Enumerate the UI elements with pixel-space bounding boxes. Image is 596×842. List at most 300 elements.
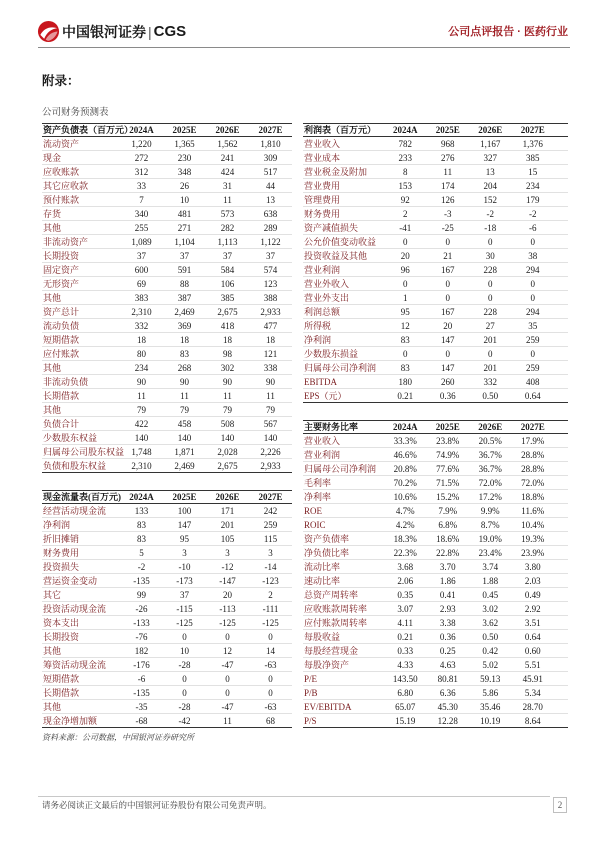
cell-value: 3.68 bbox=[397, 561, 414, 572]
table-row bbox=[42, 305, 292, 319]
cell-value: 11 bbox=[266, 390, 275, 401]
cell-value: 11 bbox=[180, 390, 189, 401]
cell-value: 294 bbox=[526, 264, 540, 275]
cell-value: 0.21 bbox=[397, 631, 414, 642]
cell-value: 115 bbox=[263, 533, 278, 544]
cell-value: -25 bbox=[441, 222, 454, 233]
cell-value: -68 bbox=[135, 715, 148, 726]
cell-value: 20.8% bbox=[393, 463, 417, 474]
row-label: ROE bbox=[304, 505, 322, 516]
cell-value: 276 bbox=[441, 152, 455, 163]
cell-value: 2,028 bbox=[217, 446, 238, 457]
cell-value: 204 bbox=[483, 180, 497, 191]
cell-value: 233 bbox=[398, 152, 412, 163]
row-label: EBITDA bbox=[304, 376, 337, 387]
cell-value: 9.9% bbox=[480, 505, 500, 516]
cell-value: 0 bbox=[445, 292, 450, 303]
year-header: 2024A bbox=[393, 422, 418, 432]
table-row bbox=[42, 207, 292, 221]
cell-value: 147 bbox=[441, 362, 455, 373]
cell-value: 10.4% bbox=[521, 519, 545, 530]
cell-value: -18 bbox=[484, 222, 497, 233]
cell-value: 5.34 bbox=[524, 687, 541, 698]
cell-value: -6 bbox=[529, 222, 537, 233]
cell-value: 259 bbox=[526, 362, 540, 373]
logo-english-name: CGS bbox=[153, 23, 187, 40]
cell-value: 0 bbox=[182, 673, 187, 684]
cell-value: 90 bbox=[137, 376, 146, 387]
row-label: EPS（元） bbox=[304, 390, 347, 401]
row-label: 总资产周转率 bbox=[304, 589, 359, 600]
cell-value: -2 bbox=[486, 208, 494, 219]
header-divider bbox=[38, 47, 570, 48]
table-row bbox=[303, 518, 568, 532]
table-row bbox=[303, 389, 568, 403]
cell-value: 12 bbox=[400, 320, 410, 331]
cell-value: 1.88 bbox=[482, 575, 499, 586]
row-label: 营业外支出 bbox=[304, 292, 350, 303]
cell-value: 180 bbox=[398, 376, 412, 387]
cell-value: 140 bbox=[134, 432, 149, 443]
row-label: 财务费用 bbox=[304, 208, 341, 219]
cell-value: 2 bbox=[268, 589, 273, 600]
cell-value: 17.2% bbox=[478, 491, 502, 502]
cell-value: 0.25 bbox=[439, 645, 456, 656]
cell-value: 30 bbox=[485, 250, 495, 261]
table-row bbox=[303, 672, 568, 686]
table-row bbox=[303, 686, 568, 700]
cell-value: 0.49 bbox=[524, 589, 541, 600]
cell-value: 12.28 bbox=[437, 715, 458, 726]
table-row bbox=[42, 616, 292, 630]
page-number: 2 bbox=[553, 797, 567, 813]
cell-value: 96 bbox=[400, 264, 410, 275]
year-header: 2025E bbox=[172, 125, 197, 135]
cell-value: 234 bbox=[526, 180, 540, 191]
table-row bbox=[42, 165, 292, 179]
cell-value: 338 bbox=[263, 362, 278, 373]
row-label: 流动资产 bbox=[43, 138, 80, 149]
year-header: 2027E bbox=[258, 492, 283, 502]
table-row bbox=[42, 375, 292, 389]
cell-value: 14 bbox=[266, 645, 275, 656]
cell-value: 584 bbox=[220, 264, 235, 275]
cell-value: 2.03 bbox=[524, 575, 541, 586]
cell-value: -76 bbox=[135, 631, 148, 642]
row-label: 财务费用 bbox=[43, 547, 80, 558]
cell-value: 1,748 bbox=[131, 446, 152, 457]
cell-value: 38 bbox=[528, 250, 538, 261]
cell-value: 508 bbox=[220, 418, 235, 429]
cell-value: -173 bbox=[176, 575, 193, 586]
table-row bbox=[42, 504, 292, 518]
cell-value: 0 bbox=[445, 348, 450, 359]
cell-value: 77.6% bbox=[436, 463, 460, 474]
table-row bbox=[303, 137, 568, 151]
cell-value: -63 bbox=[264, 659, 277, 670]
row-label: 长期借款 bbox=[43, 687, 80, 698]
table-row bbox=[303, 476, 568, 490]
cell-value: 408 bbox=[526, 376, 540, 387]
cell-value: 385 bbox=[220, 292, 235, 303]
table-row bbox=[303, 714, 568, 728]
cell-value: 0 bbox=[182, 687, 187, 698]
cell-value: 5.86 bbox=[482, 687, 499, 698]
cell-value: 45.91 bbox=[522, 673, 543, 684]
cell-value: 11 bbox=[223, 194, 232, 205]
cell-value: -41 bbox=[399, 222, 412, 233]
table-row bbox=[303, 249, 568, 263]
table-row bbox=[303, 221, 568, 235]
row-label: 营业利润 bbox=[304, 264, 341, 275]
table-row bbox=[42, 459, 292, 473]
cell-value: 5.02 bbox=[482, 659, 499, 670]
cell-value: 152 bbox=[483, 194, 497, 205]
row-label: 长期投资 bbox=[43, 250, 80, 261]
cell-value: 0 bbox=[268, 687, 273, 698]
cell-value: -42 bbox=[178, 715, 191, 726]
table-row bbox=[303, 277, 568, 291]
cell-value: -135 bbox=[133, 687, 150, 698]
cell-value: 0.36 bbox=[439, 390, 456, 401]
cell-value: 309 bbox=[263, 152, 278, 163]
row-label: 应付账款周转率 bbox=[304, 617, 368, 628]
row-label: 归属母公司股东权益 bbox=[43, 446, 125, 457]
table-row bbox=[42, 658, 292, 672]
cell-value: 74.9% bbox=[436, 449, 460, 460]
cell-value: -176 bbox=[133, 659, 150, 670]
data-source-note: 资料来源：公司数据，中国银河证券研究所 bbox=[42, 733, 194, 742]
cell-value: 11.6% bbox=[521, 505, 545, 516]
cgs-logo-icon bbox=[37, 20, 60, 43]
cell-value: 36.7% bbox=[478, 449, 502, 460]
row-label: 短期借款 bbox=[43, 673, 80, 684]
table-row bbox=[303, 630, 568, 644]
cell-value: 20 bbox=[400, 250, 410, 261]
cell-value: 481 bbox=[177, 208, 192, 219]
table-row bbox=[42, 221, 292, 235]
table-row bbox=[42, 714, 292, 728]
cell-value: 19.0% bbox=[478, 533, 502, 544]
table-row bbox=[42, 347, 292, 361]
row-label: 投资收益及其他 bbox=[304, 250, 368, 261]
row-label: 速动比率 bbox=[304, 575, 341, 586]
cell-value: 0 bbox=[445, 278, 450, 289]
table-row bbox=[303, 347, 568, 361]
table-title: 现金流量表(百万元) bbox=[43, 492, 121, 502]
footer-disclaimer: 请务必阅读正文最后的中国银河证券股份有限公司免责声明。 bbox=[42, 800, 272, 810]
cell-value: 230 bbox=[177, 152, 192, 163]
cell-value: 517 bbox=[263, 166, 278, 177]
row-label: 固定资产 bbox=[43, 264, 80, 275]
cell-value: -147 bbox=[219, 575, 236, 586]
table-row bbox=[42, 602, 292, 616]
cell-value: 6.36 bbox=[439, 687, 456, 698]
row-label: 长期投资 bbox=[43, 631, 80, 642]
cell-value: 83 bbox=[400, 334, 410, 345]
cell-value: 385 bbox=[526, 152, 540, 163]
cell-value: 23.9% bbox=[521, 547, 545, 558]
row-label: 营运资金变动 bbox=[43, 575, 98, 586]
cell-value: 3.74 bbox=[482, 561, 499, 572]
cell-value: 11 bbox=[137, 390, 146, 401]
row-label: 净利率 bbox=[304, 491, 332, 502]
cell-value: 33 bbox=[137, 180, 146, 191]
cell-value: 2,675 bbox=[217, 460, 238, 471]
cell-value: 2,675 bbox=[217, 306, 238, 317]
cell-value: 11 bbox=[443, 166, 453, 177]
row-label: 预付账款 bbox=[43, 194, 80, 205]
table-header-row bbox=[42, 123, 292, 137]
cell-value: 458 bbox=[177, 418, 192, 429]
cell-value: 312 bbox=[134, 166, 149, 177]
cell-value: 0.42 bbox=[482, 645, 499, 656]
table-row bbox=[42, 193, 292, 207]
row-label: 资产负债率 bbox=[304, 533, 350, 544]
cash-flow-table bbox=[42, 490, 292, 728]
cell-value: 0 bbox=[403, 278, 408, 289]
cell-value: 105 bbox=[220, 533, 235, 544]
cell-value: 8 bbox=[403, 166, 408, 177]
row-label: 其他 bbox=[43, 292, 62, 303]
cell-value: -35 bbox=[135, 701, 148, 712]
year-header: 2026E bbox=[215, 125, 240, 135]
row-label: 其他 bbox=[43, 645, 62, 656]
cell-value: 2.92 bbox=[524, 603, 541, 614]
row-label: 利润总额 bbox=[304, 306, 341, 317]
cell-value: 242 bbox=[263, 505, 278, 516]
cell-value: -2 bbox=[137, 561, 146, 572]
cell-value: 79 bbox=[180, 404, 189, 415]
row-label: 其他 bbox=[43, 222, 62, 233]
table-row bbox=[303, 193, 568, 207]
cell-value: 11 bbox=[223, 715, 232, 726]
cell-value: 282 bbox=[220, 222, 235, 233]
cell-value: 140 bbox=[263, 432, 278, 443]
cell-value: 71.5% bbox=[436, 477, 460, 488]
cell-value: 72.0% bbox=[521, 477, 545, 488]
cell-value: 0 bbox=[488, 292, 493, 303]
cell-value: 140 bbox=[220, 432, 235, 443]
cell-value: 8.64 bbox=[524, 715, 541, 726]
cell-value: 0 bbox=[268, 631, 273, 642]
cell-value: 22.8% bbox=[436, 547, 460, 558]
cell-value: 140 bbox=[177, 432, 192, 443]
cell-value: 2,310 bbox=[131, 460, 152, 471]
table-row bbox=[42, 560, 292, 574]
row-label: 资产减值损失 bbox=[304, 222, 359, 233]
balance-sheet-table bbox=[42, 123, 292, 473]
row-label: 营业收入 bbox=[304, 138, 341, 149]
cell-value: 10 bbox=[180, 645, 189, 656]
cell-value: 37 bbox=[137, 250, 146, 261]
table-title: 主要财务比率 bbox=[304, 422, 359, 432]
cell-value: -111 bbox=[262, 603, 279, 614]
row-label: 非流动负债 bbox=[43, 376, 89, 387]
row-label: 每股收益 bbox=[304, 631, 341, 642]
table-header-row bbox=[303, 420, 568, 434]
cell-value: 179 bbox=[526, 194, 540, 205]
table-row bbox=[42, 235, 292, 249]
table-row bbox=[303, 263, 568, 277]
table-row bbox=[303, 434, 568, 448]
cell-value: 0.50 bbox=[482, 631, 499, 642]
table-row bbox=[303, 504, 568, 518]
cell-value: 302 bbox=[220, 362, 235, 373]
cell-value: 424 bbox=[220, 166, 235, 177]
cell-value: 574 bbox=[263, 264, 278, 275]
cell-value: 332 bbox=[483, 376, 497, 387]
row-label: 净利润 bbox=[304, 334, 332, 345]
table-row bbox=[42, 137, 292, 151]
cell-value: -115 bbox=[176, 603, 193, 614]
table-row bbox=[42, 263, 292, 277]
brand-logo bbox=[62, 23, 186, 41]
cell-value: 2,469 bbox=[174, 460, 195, 471]
cell-value: 174 bbox=[441, 180, 455, 191]
cell-value: 387 bbox=[177, 292, 192, 303]
cell-value: 201 bbox=[483, 362, 497, 373]
cell-value: -47 bbox=[221, 659, 234, 670]
cell-value: 92 bbox=[400, 194, 410, 205]
table-row bbox=[303, 532, 568, 546]
cell-value: -113 bbox=[219, 603, 236, 614]
row-label: 少数股东权益 bbox=[43, 432, 98, 443]
row-label: 资产总计 bbox=[43, 306, 80, 317]
report-type-label: 公司点评报告 · 医药行业 bbox=[448, 26, 568, 38]
cell-value: 782 bbox=[398, 138, 412, 149]
row-label: 短期借款 bbox=[43, 334, 80, 345]
cell-value: 0 bbox=[225, 673, 230, 684]
cell-value: 69 bbox=[137, 278, 146, 289]
cell-value: 327 bbox=[483, 152, 497, 163]
cell-value: 0.64 bbox=[524, 631, 541, 642]
cell-value: 17.9% bbox=[521, 435, 545, 446]
cell-value: -135 bbox=[133, 575, 150, 586]
cell-value: 143.50 bbox=[392, 673, 418, 684]
row-label: P/B bbox=[304, 687, 318, 698]
cell-value: 4.7% bbox=[395, 505, 415, 516]
row-label: 营业利润 bbox=[304, 449, 341, 460]
year-header: 2027E bbox=[520, 422, 545, 432]
cell-value: 8.7% bbox=[480, 519, 500, 530]
table-row bbox=[303, 588, 568, 602]
table-row bbox=[303, 235, 568, 249]
cell-value: 1,871 bbox=[174, 446, 195, 457]
cell-value: 638 bbox=[263, 208, 278, 219]
table-row bbox=[303, 151, 568, 165]
year-header: 2025E bbox=[435, 125, 460, 135]
cell-value: 259 bbox=[263, 519, 278, 530]
cell-value: -12 bbox=[221, 561, 234, 572]
cell-value: 0 bbox=[225, 687, 230, 698]
cell-value: 6.80 bbox=[397, 687, 414, 698]
row-label: 净利润 bbox=[43, 519, 71, 530]
row-label: 营业外收入 bbox=[304, 278, 350, 289]
cell-value: 171 bbox=[220, 505, 235, 516]
row-label: 营业成本 bbox=[304, 152, 341, 163]
row-label: 营业税金及附加 bbox=[304, 166, 368, 177]
table-row bbox=[303, 375, 568, 389]
table-title: 利润表（百万元） bbox=[304, 125, 377, 135]
year-header: 2024A bbox=[129, 125, 154, 135]
cell-value: 272 bbox=[134, 152, 149, 163]
logo-chinese-name: 中国银河证券 bbox=[62, 24, 146, 40]
table-row bbox=[303, 644, 568, 658]
cell-value: 22.3% bbox=[393, 547, 417, 558]
table-row bbox=[303, 616, 568, 630]
cell-value: 20 bbox=[223, 589, 232, 600]
cell-value: 2 bbox=[403, 208, 408, 219]
table-row bbox=[303, 305, 568, 319]
table-row bbox=[303, 546, 568, 560]
row-label: 负债和股东权益 bbox=[43, 460, 107, 471]
cell-value: 18 bbox=[180, 334, 189, 345]
cell-value: 0 bbox=[530, 292, 535, 303]
cell-value: 0.50 bbox=[482, 390, 499, 401]
cell-value: 0 bbox=[530, 236, 535, 247]
cell-value: 36.7% bbox=[478, 463, 502, 474]
table-row bbox=[42, 249, 292, 263]
cell-value: 241 bbox=[220, 152, 235, 163]
cell-value: 28.70 bbox=[522, 701, 543, 712]
cell-value: 18.3% bbox=[393, 533, 417, 544]
row-label: 流动负债 bbox=[43, 320, 80, 331]
cell-value: 18 bbox=[223, 334, 232, 345]
table-row bbox=[42, 630, 292, 644]
cell-value: 348 bbox=[177, 166, 192, 177]
cell-value: 3 bbox=[182, 547, 187, 558]
table-row bbox=[303, 490, 568, 504]
table-row bbox=[303, 165, 568, 179]
cell-value: 2.93 bbox=[439, 603, 456, 614]
cell-value: 18 bbox=[266, 334, 275, 345]
cell-value: 98 bbox=[223, 348, 232, 359]
row-label: 其他 bbox=[43, 362, 62, 373]
cell-value: 13 bbox=[266, 194, 275, 205]
table-row bbox=[42, 686, 292, 700]
row-label: 资本支出 bbox=[43, 617, 80, 628]
cell-value: 1,113 bbox=[217, 236, 238, 247]
table-row bbox=[303, 700, 568, 714]
row-label: 长期借款 bbox=[43, 390, 80, 401]
table-row bbox=[42, 532, 292, 546]
cell-value: 83 bbox=[180, 348, 189, 359]
cell-value: 294 bbox=[526, 306, 540, 317]
cell-value: 2,226 bbox=[260, 446, 281, 457]
cell-value: 0 bbox=[445, 236, 450, 247]
row-label: 营业收入 bbox=[304, 435, 341, 446]
cell-value: 27 bbox=[485, 320, 495, 331]
row-label: ROIC bbox=[304, 519, 326, 530]
cell-value: 20.5% bbox=[478, 435, 502, 446]
cell-value: 106 bbox=[220, 278, 235, 289]
cell-value: 0 bbox=[530, 278, 535, 289]
table-row bbox=[42, 588, 292, 602]
cell-value: 0 bbox=[530, 348, 535, 359]
year-header: 2024A bbox=[129, 492, 154, 502]
row-label: 经营活动现金流 bbox=[43, 505, 107, 516]
row-label: 管理费用 bbox=[304, 194, 341, 205]
cell-value: 3.02 bbox=[482, 603, 499, 614]
cell-value: 83 bbox=[400, 362, 410, 373]
cell-value: 2,933 bbox=[260, 306, 281, 317]
table-row bbox=[42, 518, 292, 532]
cell-value: 79 bbox=[223, 404, 232, 415]
row-label: 应付账款 bbox=[43, 348, 80, 359]
table-row bbox=[42, 361, 292, 375]
row-label: 投资活动现金流 bbox=[43, 603, 107, 614]
